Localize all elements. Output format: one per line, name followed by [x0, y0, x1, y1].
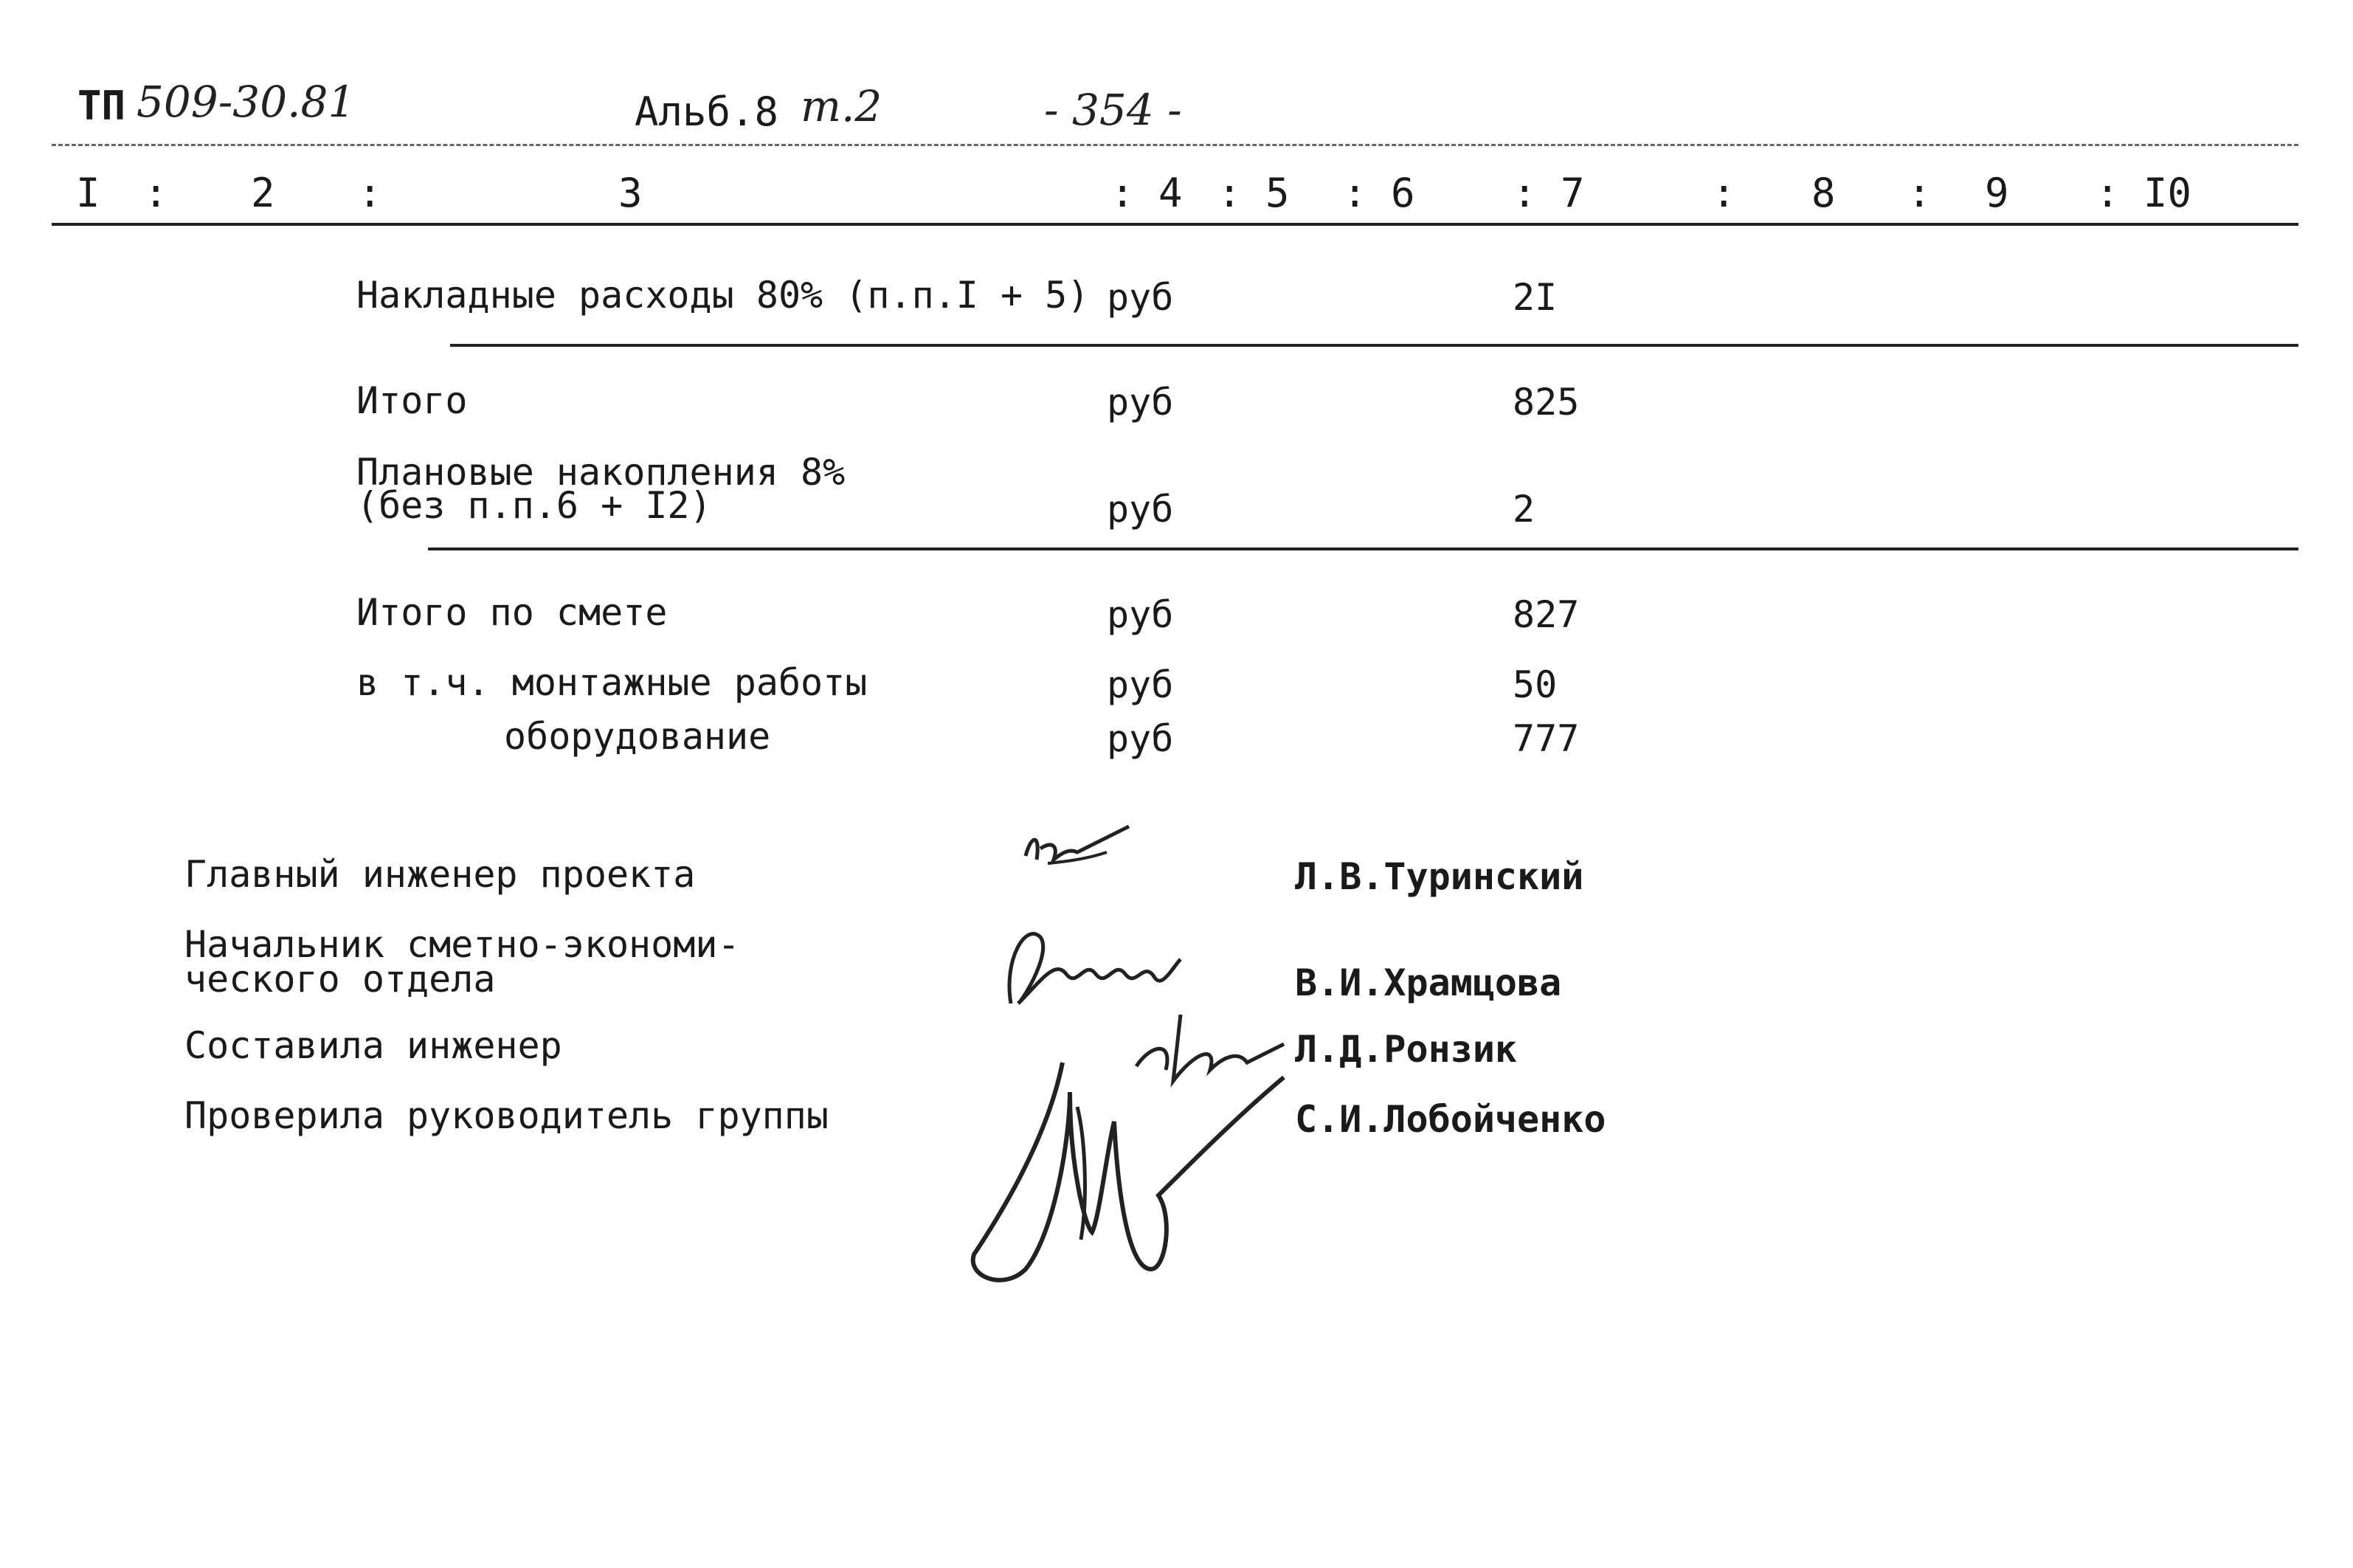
- estimate-total-value: 827: [1513, 593, 1580, 636]
- col-header-6: : 6: [1343, 170, 1415, 216]
- checker-title: Проверила руководитель группы: [184, 1094, 829, 1137]
- col-header-1: I: [76, 170, 100, 216]
- compiler-title: Составила инженер: [184, 1024, 562, 1067]
- equipment-value: 777: [1513, 717, 1580, 760]
- col-header-8: 8: [1811, 170, 1836, 216]
- subtotal-unit: руб: [1107, 381, 1174, 424]
- subtotal-value: 825: [1513, 381, 1580, 424]
- col-header-10: : I0: [2095, 170, 2192, 216]
- equipment-name: оборудование: [504, 715, 771, 758]
- planned-value: 2: [1513, 488, 1535, 531]
- col-header-3: 3: [618, 170, 643, 216]
- equipment-unit: руб: [1107, 717, 1174, 760]
- col-header-sep-1: :: [144, 170, 168, 216]
- overhead-value: 2I: [1513, 276, 1558, 319]
- install-name: в т.ч. монтажные работы: [356, 661, 868, 704]
- head-name: В.И.Храмцова: [1295, 961, 1562, 1004]
- album-number: т.2: [801, 81, 882, 131]
- planned-line-1: Плановые накопления 8%: [356, 451, 846, 494]
- doc-code-number: 509-30.81: [137, 77, 356, 127]
- checker-name: С.И.Лобойченко: [1295, 1098, 1606, 1141]
- subtotal-name: Итого: [356, 379, 468, 422]
- overhead-unit: руб: [1107, 276, 1174, 319]
- col-header-9: 9: [1985, 170, 2009, 216]
- planned-rule: [428, 548, 2298, 550]
- install-value: 50: [1513, 663, 1558, 706]
- doc-code-prefix: ТП: [77, 83, 126, 129]
- col-header-sep-7: :: [1712, 170, 1736, 216]
- top-dashed-rule: [52, 144, 2298, 146]
- col-header-5: : 5: [1217, 170, 1290, 216]
- install-unit: руб: [1107, 663, 1174, 706]
- compiler-name: Л.Д.Ронзик: [1295, 1028, 1518, 1071]
- album-label: Альб.8: [635, 89, 779, 135]
- overhead-rule: [450, 344, 2298, 347]
- col-header-2: 2: [251, 170, 275, 216]
- planned-unit: руб: [1107, 488, 1174, 531]
- head-title-line-1: Начальник сметно-экономи-: [184, 923, 740, 966]
- chief-engineer-name: Л.В.Туринский: [1295, 855, 1584, 898]
- planned-line-2: (без п.п.6 + I2): [356, 484, 712, 527]
- estimate-total-unit: руб: [1107, 593, 1174, 636]
- col-header-sep-2: :: [358, 170, 382, 216]
- signature-checker: [959, 1048, 1299, 1299]
- col-header-7: : 7: [1513, 170, 1585, 216]
- estimate-total-name: Итого по смете: [356, 591, 668, 634]
- chief-engineer-title: Главный инженер проекта: [184, 853, 696, 896]
- overhead-name: Накладные расходы 80% (п.п.I + 5): [356, 274, 1090, 317]
- signature-chief-engineer: [1018, 819, 1136, 885]
- col-header-4: : 4: [1110, 170, 1183, 216]
- col-header-sep-8: :: [1907, 170, 1932, 216]
- header-bottom-rule: [52, 223, 2298, 226]
- page-number: - 354 -: [1044, 85, 1182, 135]
- head-title-line-2: ческого отдела: [184, 958, 496, 1001]
